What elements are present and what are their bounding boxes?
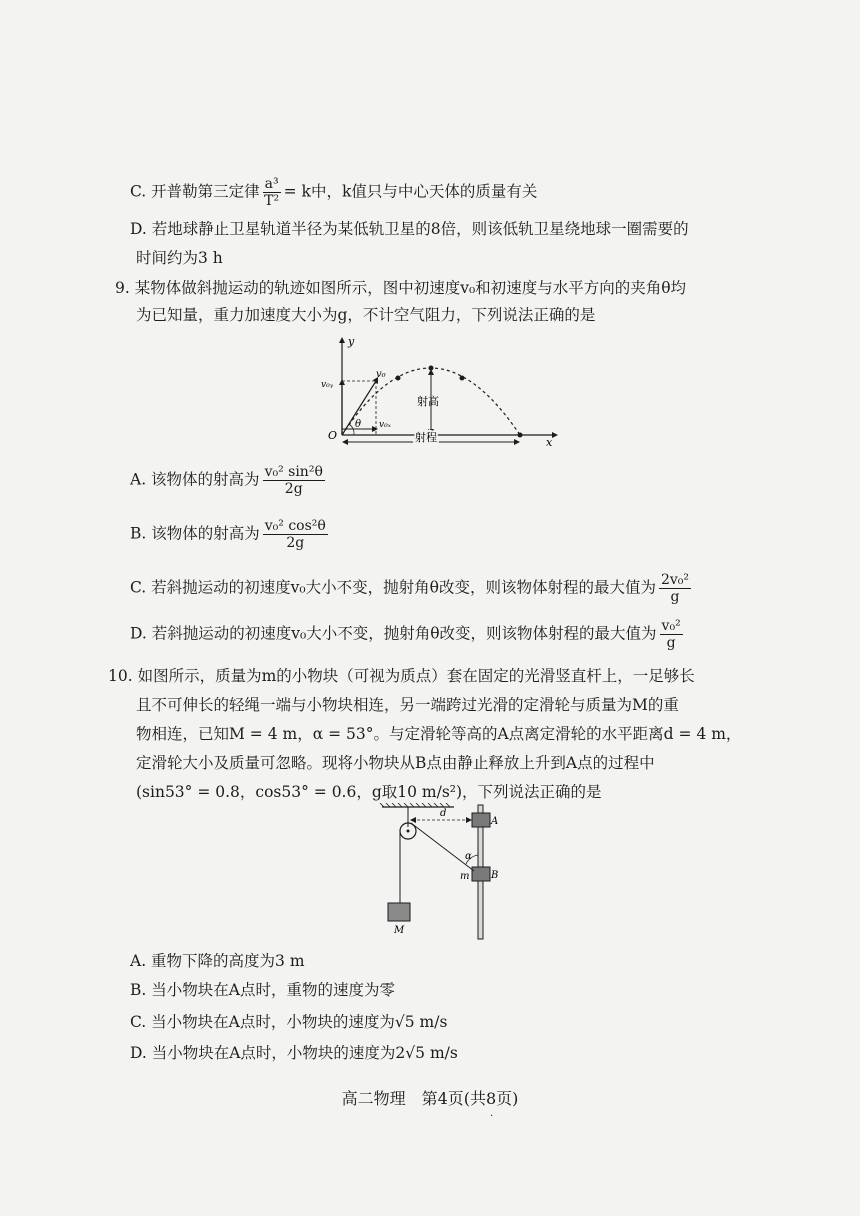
- q9-option-c[interactable]: C. 若斜抛运动的初速度v₀大小不变，抛射角θ改变，则该物体射程的最大值为 $\frac{\text{2v₀²}}{g}$: [130, 572, 690, 605]
- projectile-figure: [318, 335, 562, 447]
- q10-option-b[interactable]: B. 当小物块在A点时，重物的速度为零: [130, 981, 395, 999]
- v0-label: v₀: [376, 369, 386, 380]
- x-axis-label: x: [546, 436, 553, 447]
- q9-option-b[interactable]: B. 该物体的射高为 $\frac{\text{v₀² cos²θ}}{2g}$: [130, 518, 326, 551]
- q10-option-a[interactable]: A. 重物下降的高度为3 m: [130, 952, 305, 970]
- q8-option-d-line1[interactable]: D. 若地球静止卫星轨道半径为某低轨卫星的8倍，则该低轨卫星绕地球一圈需要的: [130, 220, 689, 238]
- q10-stem-line1: 10. 如图所示，质量为m的小物块（可视为质点）套在固定的光滑竖直杆上，一足够长: [108, 667, 695, 685]
- q10-stem-line5: (sin53° = 0.8，cos53° = 0.6，g取10 m/s²)，下列说法正确的是: [136, 783, 602, 801]
- q8-option-d-line2[interactable]: 时间约为3 h: [136, 249, 223, 267]
- y-axis-label: y: [348, 335, 355, 348]
- q10-option-c[interactable]: C. 当小物块在A点时，小物块的速度为√5 m/s: [130, 1013, 448, 1031]
- v0x-label: v₀ₓ: [379, 420, 391, 430]
- theta-label: θ: [355, 419, 362, 430]
- q9-option-d[interactable]: D. 若斜抛运动的初速度v₀大小不变，抛射角θ改变，则该物体射程的最大值为 $\frac{\text{v₀²}}{g}$: [130, 618, 681, 651]
- q9-option-a[interactable]: A. 该物体的射高为 $\frac{\text{v₀² sin²θ}}{2g}$: [130, 464, 323, 497]
- q10-stem-line2: 且不可伸长的轻绳一端与小物块相连，另一端跨过光滑的定滑轮与质量为M的重: [136, 696, 679, 714]
- A-label: A: [491, 816, 498, 827]
- height-label: 射高: [417, 395, 439, 408]
- alpha-label: α: [465, 851, 472, 862]
- q10-option-d[interactable]: D. 当小物块在A点时，小物块的速度为2√5 m/s: [130, 1044, 458, 1062]
- range-label: 射程: [415, 431, 437, 444]
- M-label: M: [394, 925, 405, 936]
- q8-option-c[interactable]: C. 开普勒第三定律 $\frac{\text{a³}}{\text{T²}}$ = k中，k值只与中心天体的质量有关: [130, 176, 538, 209]
- q9-stem-line2: 为已知量，重力加速度大小为g，不计空气阻力，下列说法正确的是: [136, 306, 596, 324]
- q9-stem-line1: 9. 某物体做斜抛运动的轨迹如图所示，图中初速度v₀和初速度与水平方向的夹角θ均: [115, 279, 687, 297]
- B-label: B: [491, 870, 498, 881]
- pulley-figure: [378, 803, 498, 941]
- q10-stem-line4: 定滑轮大小及质量可忽略。现将小物块从B点由静止释放上升到A点的过程中: [136, 754, 655, 772]
- q10-stem-line3: 物相连，已知M = 4 m，α = 53°。与定滑轮等高的A点离定滑轮的水平距离d = 4 m，: [136, 725, 742, 743]
- page-footer: 高二物理 第4页(共8页): [341, 1089, 519, 1108]
- origin-label: O: [328, 429, 338, 442]
- m-label: m: [460, 871, 470, 882]
- v0y-label: v₀ᵧ: [321, 380, 334, 390]
- scan-speck: ·: [490, 1111, 494, 1122]
- kepler-fraction: $\frac{\text{a³}}{\text{T²}}$: [264, 176, 280, 209]
- d-label: d: [440, 808, 447, 819]
